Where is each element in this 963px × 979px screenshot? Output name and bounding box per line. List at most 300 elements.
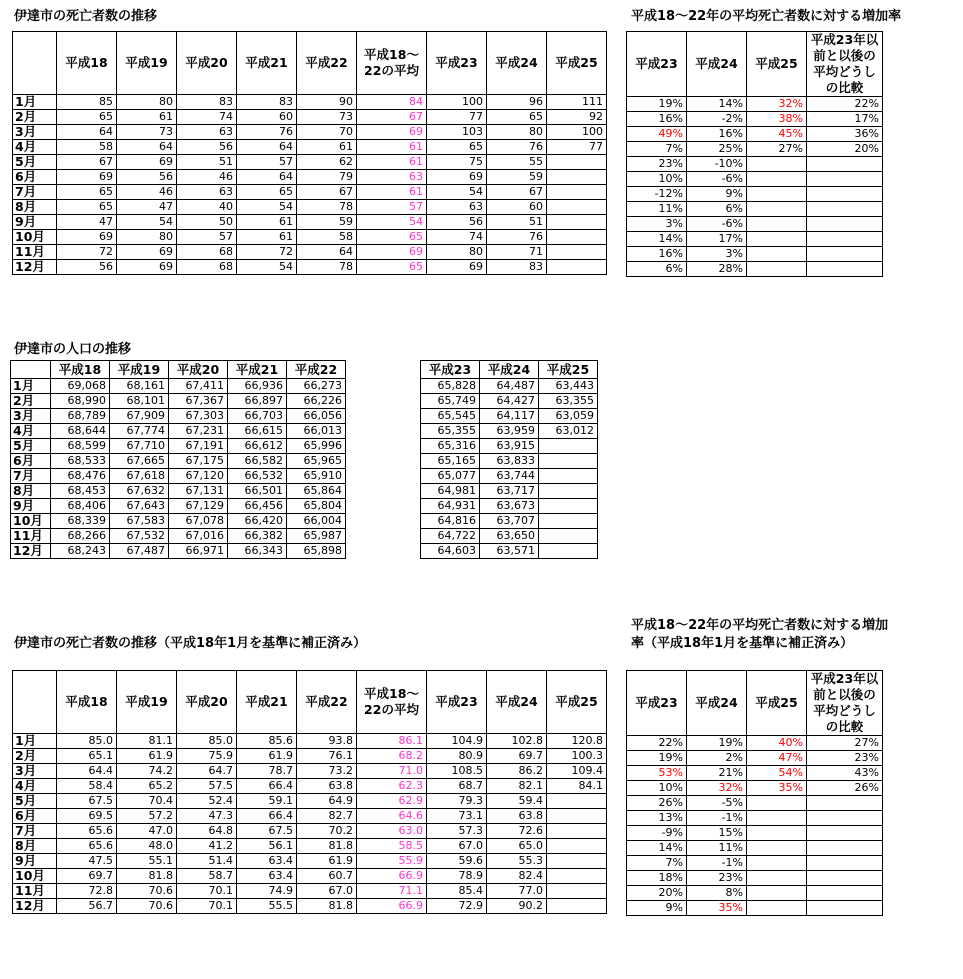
table-cell: 67.5: [237, 824, 297, 839]
table-cell: [747, 247, 807, 262]
table-cell: -1%: [687, 856, 747, 871]
table-cell: 58.5: [357, 839, 427, 854]
table-cell: 56: [57, 260, 117, 275]
table-cell: 35%: [687, 901, 747, 916]
table-row: [11, 394, 598, 409]
table-cell: 57.2: [117, 809, 177, 824]
table-cell: 63,915: [480, 439, 539, 454]
table-cell: 80: [427, 245, 487, 260]
table-cell: [346, 544, 421, 559]
table-cell: 65,545: [421, 409, 480, 424]
table-row: [627, 97, 883, 112]
table-row: [627, 826, 883, 841]
table-cell: 73: [297, 110, 357, 125]
table-cell: 64,427: [480, 394, 539, 409]
month-label: 7月: [11, 469, 51, 484]
table-cell: 47: [117, 200, 177, 215]
table-cell: 65,898: [287, 544, 346, 559]
table-cell: 13%: [627, 811, 687, 826]
table-cell: [346, 379, 421, 394]
table-cell: 63.8: [297, 779, 357, 794]
table-cell: 70.2: [297, 824, 357, 839]
table-cell: 71.0: [357, 764, 427, 779]
table-cell: 72.6: [487, 824, 547, 839]
table-row: [13, 779, 607, 794]
table-cell: 3%: [687, 247, 747, 262]
table-cell: 68.7: [427, 779, 487, 794]
table-cell: 22%: [627, 736, 687, 751]
table-row: [13, 200, 607, 215]
table-cell: 56: [177, 140, 237, 155]
table-cell: 65,749: [421, 394, 480, 409]
table-cell: 73.2: [297, 764, 357, 779]
table-cell: 19%: [627, 97, 687, 112]
table-cell: 67: [487, 185, 547, 200]
table-cell: 63,443: [539, 379, 598, 394]
table-cell: 11%: [627, 202, 687, 217]
table-cell: 63,059: [539, 409, 598, 424]
deaths-table: [12, 31, 607, 275]
table-cell: 74: [427, 230, 487, 245]
table-cell: 74: [177, 110, 237, 125]
table-cell: 66.9: [357, 899, 427, 914]
table-cell: 66.4: [237, 809, 297, 824]
table-cell: 65.1: [57, 749, 117, 764]
table-cell: 67,618: [110, 469, 169, 484]
table-cell: 63: [427, 200, 487, 215]
column-header: 平成18: [51, 361, 110, 379]
table-cell: 67,665: [110, 454, 169, 469]
table-cell: [547, 185, 607, 200]
table-cell: 69: [117, 155, 177, 170]
table-cell: 69: [117, 260, 177, 275]
table-cell: 69: [117, 245, 177, 260]
table-cell: 103: [427, 125, 487, 140]
table-cell: 47.0: [117, 824, 177, 839]
table-cell: 52.4: [177, 794, 237, 809]
table-cell: 35%: [747, 781, 807, 796]
table-cell: 16%: [627, 112, 687, 127]
table-cell: 51.4: [177, 854, 237, 869]
table-cell: [747, 202, 807, 217]
table-row: [13, 185, 607, 200]
table-cell: 64,117: [480, 409, 539, 424]
table-cell: [747, 262, 807, 277]
table-cell: 68,476: [51, 469, 110, 484]
table-cell: 63.8: [487, 809, 547, 824]
table-cell: 67,583: [110, 514, 169, 529]
table-cell: [807, 232, 883, 247]
table-cell: 17%: [807, 112, 883, 127]
table-cell: [547, 869, 607, 884]
table-cell: [807, 157, 883, 172]
table-row: [627, 766, 883, 781]
column-header: 平成22: [287, 361, 346, 379]
column-header: 平成23: [421, 361, 480, 379]
table-cell: -12%: [627, 187, 687, 202]
table-cell: 82.1: [487, 779, 547, 794]
table-cell: 68,789: [51, 409, 110, 424]
table-cell: 66,615: [228, 424, 287, 439]
table-cell: 58.4: [57, 779, 117, 794]
table-cell: 67,710: [110, 439, 169, 454]
table-cell: -9%: [627, 826, 687, 841]
table-cell: 68,644: [51, 424, 110, 439]
table-cell: [807, 187, 883, 202]
table-row: [13, 869, 607, 884]
table-cell: 70: [297, 125, 357, 140]
table-cell: 21%: [687, 766, 747, 781]
month-label: 2月: [11, 394, 51, 409]
table-cell: 27%: [747, 142, 807, 157]
table-cell: 74.2: [117, 764, 177, 779]
table-cell: [547, 884, 607, 899]
month-label: 10月: [13, 230, 57, 245]
table-cell: 61.9: [117, 749, 177, 764]
table-cell: 19%: [687, 736, 747, 751]
table-cell: 83: [487, 260, 547, 275]
table-cell: 41.2: [177, 839, 237, 854]
table-cell: 65: [357, 260, 427, 275]
table-cell: 77.0: [487, 884, 547, 899]
column-header: 平成20: [177, 671, 237, 734]
table-cell: 55.5: [237, 899, 297, 914]
table-cell: [539, 439, 598, 454]
table-cell: [807, 856, 883, 871]
column-header: 平成22: [297, 671, 357, 734]
table-cell: 64,816: [421, 514, 480, 529]
month-label: 11月: [11, 529, 51, 544]
table-cell: [346, 409, 421, 424]
table-cell: 100: [547, 125, 607, 140]
table-cell: 48.0: [117, 839, 177, 854]
table-row: [13, 215, 607, 230]
table-cell: 64,487: [480, 379, 539, 394]
month-label: 5月: [11, 439, 51, 454]
column-header: 平成20: [177, 32, 237, 95]
table-cell: [346, 439, 421, 454]
table-cell: 65.6: [57, 839, 117, 854]
table-cell: 53%: [627, 766, 687, 781]
table-cell: 38%: [747, 112, 807, 127]
table-cell: [807, 262, 883, 277]
population-table: [10, 360, 598, 559]
month-label: 9月: [13, 215, 57, 230]
adj-deaths-title: 伊達市の死亡者数の推移（平成18年1月を基準に補正済み）: [14, 636, 367, 651]
table-row: [13, 764, 607, 779]
table-cell: 69: [57, 230, 117, 245]
month-label: 1月: [13, 734, 57, 749]
column-header: 平成24: [487, 32, 547, 95]
table-cell: 20%: [627, 886, 687, 901]
table-cell: 69,068: [51, 379, 110, 394]
corner-cell: [11, 361, 51, 379]
table-cell: 57: [177, 230, 237, 245]
table-cell: 68,243: [51, 544, 110, 559]
table-cell: 59: [297, 215, 357, 230]
table-cell: 72.9: [427, 899, 487, 914]
table-row: [627, 142, 883, 157]
table-cell: 68: [177, 260, 237, 275]
table-cell: 85: [57, 95, 117, 110]
column-header: 平成18～22の平均: [357, 32, 427, 95]
table-cell: 59.1: [237, 794, 297, 809]
table-cell: 67.0: [297, 884, 357, 899]
table-cell: 84.1: [547, 779, 607, 794]
table-cell: 69.7: [57, 869, 117, 884]
table-cell: 26%: [807, 781, 883, 796]
table-cell: 71: [487, 245, 547, 260]
header-row: [11, 361, 598, 379]
table-cell: [539, 544, 598, 559]
table-cell: 71.1: [357, 884, 427, 899]
column-header: 平成24: [487, 671, 547, 734]
table-cell: 68,453: [51, 484, 110, 499]
table-cell: 54: [357, 215, 427, 230]
table-cell: 6%: [687, 202, 747, 217]
table-cell: 3%: [627, 217, 687, 232]
table-cell: 47%: [747, 751, 807, 766]
table-cell: 70.6: [117, 884, 177, 899]
table-row: [13, 809, 607, 824]
month-label: 3月: [13, 125, 57, 140]
table-cell: [547, 824, 607, 839]
table-cell: 65,996: [287, 439, 346, 454]
table-cell: [547, 794, 607, 809]
table-cell: 80: [117, 230, 177, 245]
table-row: [11, 409, 598, 424]
table-cell: 77: [547, 140, 607, 155]
table-cell: 54: [237, 200, 297, 215]
table-cell: 61: [357, 155, 427, 170]
table-cell: [807, 841, 883, 856]
table-cell: 67,411: [169, 379, 228, 394]
column-header: 平成23: [427, 671, 487, 734]
table-cell: [807, 901, 883, 916]
table-row: [13, 95, 607, 110]
table-cell: 68,339: [51, 514, 110, 529]
table-cell: 10%: [627, 781, 687, 796]
table-cell: 65: [237, 185, 297, 200]
column-header: 平成24: [480, 361, 539, 379]
table-cell: 73: [117, 125, 177, 140]
table-row: [13, 110, 607, 125]
month-label: 6月: [11, 454, 51, 469]
table-cell: [747, 187, 807, 202]
table-cell: 69: [357, 245, 427, 260]
table-cell: 65,910: [287, 469, 346, 484]
corner-cell: [13, 671, 57, 734]
table-row: [13, 899, 607, 914]
table-cell: 66,382: [228, 529, 287, 544]
column-header: 平成18: [57, 671, 117, 734]
table-cell: 64: [57, 125, 117, 140]
table-cell: 61: [237, 230, 297, 245]
table-row: [11, 514, 598, 529]
table-cell: 79.3: [427, 794, 487, 809]
table-cell: 2%: [687, 751, 747, 766]
table-cell: 60: [487, 200, 547, 215]
month-label: 2月: [13, 110, 57, 125]
table-cell: [807, 172, 883, 187]
table-cell: 63,355: [539, 394, 598, 409]
table-cell: 46: [117, 185, 177, 200]
increase-table: [626, 31, 883, 277]
table-row: [627, 187, 883, 202]
table-row: [13, 155, 607, 170]
table-cell: 70.1: [177, 899, 237, 914]
table-cell: 40%: [747, 736, 807, 751]
table-cell: 82.4: [487, 869, 547, 884]
table-cell: 50: [177, 215, 237, 230]
table-cell: 26%: [627, 796, 687, 811]
table-cell: 55.3: [487, 854, 547, 869]
month-label: 8月: [13, 839, 57, 854]
table-cell: 49%: [627, 127, 687, 142]
table-cell: 67,231: [169, 424, 228, 439]
table-row: [627, 172, 883, 187]
table-cell: 63,650: [480, 529, 539, 544]
table-row: [13, 170, 607, 185]
table-cell: 81.8: [117, 869, 177, 884]
table-cell: 55: [487, 155, 547, 170]
table-cell: 66,343: [228, 544, 287, 559]
table-cell: 8%: [687, 886, 747, 901]
table-cell: 63.0: [357, 824, 427, 839]
table-cell: 66.9: [357, 869, 427, 884]
corner-cell: [13, 32, 57, 95]
table-cell: 10%: [627, 172, 687, 187]
table-cell: 81.8: [297, 899, 357, 914]
table-cell: [547, 260, 607, 275]
table-cell: 59.6: [427, 854, 487, 869]
table-cell: 84: [357, 95, 427, 110]
table-cell: 86.2: [487, 764, 547, 779]
table-cell: 104.9: [427, 734, 487, 749]
month-label: 8月: [13, 200, 57, 215]
table-cell: [747, 157, 807, 172]
table-cell: [807, 871, 883, 886]
table-cell: 67.0: [427, 839, 487, 854]
adj-increase-table: [626, 670, 883, 916]
table-cell: [547, 155, 607, 170]
column-header: 平成24: [687, 671, 747, 736]
table-cell: 60: [237, 110, 297, 125]
table-cell: 63: [357, 170, 427, 185]
table-cell: 76.1: [297, 749, 357, 764]
table-cell: 6%: [627, 262, 687, 277]
column-header: 平成23年以前と以後の平均どうしの比較: [807, 671, 883, 736]
table-cell: 51: [487, 215, 547, 230]
table-row: [627, 811, 883, 826]
table-row: [13, 854, 607, 869]
table-cell: 65,987: [287, 529, 346, 544]
month-label: 9月: [13, 854, 57, 869]
table-cell: 68,990: [51, 394, 110, 409]
table-cell: [346, 394, 421, 409]
table-cell: 64: [117, 140, 177, 155]
table-cell: [539, 469, 598, 484]
table-cell: 63,012: [539, 424, 598, 439]
table-cell: [807, 202, 883, 217]
table-row: [627, 736, 883, 751]
table-cell: 16%: [687, 127, 747, 142]
table-cell: 66,582: [228, 454, 287, 469]
table-cell: 76: [487, 140, 547, 155]
table-cell: 67.5: [57, 794, 117, 809]
table-cell: 65: [427, 140, 487, 155]
table-cell: 63,833: [480, 454, 539, 469]
table-cell: 65,077: [421, 469, 480, 484]
table-row: [13, 794, 607, 809]
column-header: 平成21: [237, 32, 297, 95]
table-cell: 85.0: [57, 734, 117, 749]
table-row: [627, 856, 883, 871]
table-cell: 63.4: [237, 869, 297, 884]
table-cell: 63,959: [480, 424, 539, 439]
table-cell: 56.1: [237, 839, 297, 854]
month-label: 1月: [11, 379, 51, 394]
month-label: 5月: [13, 794, 57, 809]
table-cell: 61: [357, 140, 427, 155]
table-row: [13, 734, 607, 749]
table-row: [627, 262, 883, 277]
table-cell: -6%: [687, 217, 747, 232]
month-label: 12月: [13, 260, 57, 275]
table-cell: 69: [357, 125, 427, 140]
column-header: 平成23年以前と以後の平均どうしの比較: [807, 32, 883, 97]
table-cell: 27%: [807, 736, 883, 751]
month-label: 5月: [13, 155, 57, 170]
table-row: [13, 140, 607, 155]
table-cell: 66,273: [287, 379, 346, 394]
table-row: [13, 884, 607, 899]
table-cell: 54: [117, 215, 177, 230]
column-header: 平成25: [747, 32, 807, 97]
population-title: 伊達市の人口の推移: [14, 342, 132, 357]
table-cell: 78: [297, 260, 357, 275]
deaths-title: 伊達市の死亡者数の推移: [14, 9, 158, 24]
table-cell: 64,931: [421, 499, 480, 514]
column-header: 平成23: [627, 671, 687, 736]
table-cell: 78.7: [237, 764, 297, 779]
table-row: [13, 749, 607, 764]
table-cell: 85.0: [177, 734, 237, 749]
table-row: [13, 230, 607, 245]
table-cell: 65.0: [487, 839, 547, 854]
table-row: [627, 247, 883, 262]
table-cell: 18%: [627, 871, 687, 886]
table-cell: 15%: [687, 826, 747, 841]
table-cell: 82.7: [297, 809, 357, 824]
table-cell: [807, 886, 883, 901]
table-cell: 20%: [807, 142, 883, 157]
table-cell: 55.1: [117, 854, 177, 869]
table-row: [11, 499, 598, 514]
column-header: 平成25: [547, 32, 607, 95]
table-cell: 67,078: [169, 514, 228, 529]
table-cell: 66,456: [228, 499, 287, 514]
table-cell: 80: [117, 95, 177, 110]
table-cell: 66,501: [228, 484, 287, 499]
table-cell: 66,226: [287, 394, 346, 409]
table-row: [13, 260, 607, 275]
column-header: 平成21: [237, 671, 297, 734]
table-cell: [747, 811, 807, 826]
table-cell: 66,056: [287, 409, 346, 424]
table-cell: [747, 796, 807, 811]
table-cell: -5%: [687, 796, 747, 811]
